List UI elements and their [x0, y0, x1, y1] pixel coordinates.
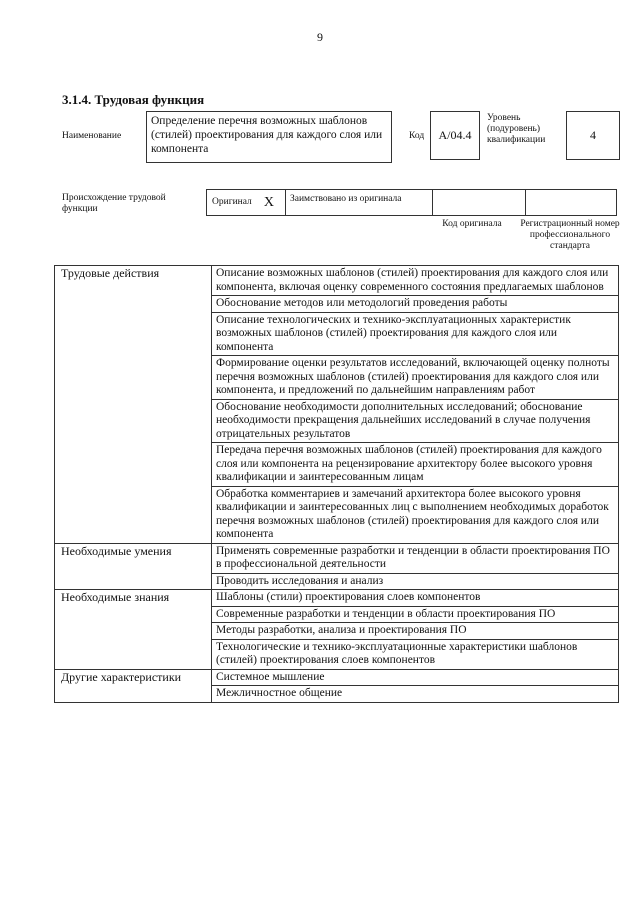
code-field: A/04.4 [430, 111, 480, 160]
code-label: Код [409, 131, 425, 141]
code-original-caption: Код оригинала [442, 219, 502, 229]
category-cell: Необходимые умения [55, 543, 212, 590]
code-original-cell [432, 189, 526, 216]
original-cell [206, 189, 286, 216]
function-name-field: Определение перечня возможных шаблонов (стилей) проектирования для каждого слоя или компонента [146, 111, 392, 163]
item-cell: Обоснование необходимости дополнительных исследований; обоснование необходимости прекращения дальнейших исследований в случае получения отрицательных результатов [212, 399, 619, 443]
table-row [55, 669, 619, 686]
item-cell: Технологические и технико-эксплуатационные характеристики шаблонов (стилей) проектирования слоев компонентов [212, 639, 619, 669]
item-cell: Проводить исследования и анализ [212, 573, 619, 590]
item-cell: Описание технологических и технико-эксплуатационных характеристик возможных шаблонов (стилей) проектирования для каждого слоя или компонента [212, 312, 619, 356]
origin-label: Происхождение трудовой функции [62, 193, 166, 214]
page-number: 9 [317, 30, 323, 44]
borrowed-cell: Заимствовано из оригинала [285, 189, 433, 216]
item-cell: Применять современные разработки и тенденции в области проектирования ПО в профессиональной деятельности [212, 543, 619, 573]
table-row [55, 543, 619, 573]
category-cell: Необходимые знания [55, 590, 212, 670]
category-cell: Другие характеристики [55, 669, 212, 702]
reg-number-cell [525, 189, 617, 216]
item-cell: Формирование оценки результатов исследований, включающей оценку полноты перечня возможных шаблонов (стилей) проектирования для каждого слоя или компонента, и предложений по дальнейшим направлениям работ [212, 356, 619, 400]
item-cell: Системное мышление [212, 669, 619, 686]
name-label: Наименование [62, 131, 122, 141]
table-row [55, 590, 619, 607]
item-cell: Методы разработки, анализа и проектирования ПО [212, 623, 619, 640]
section-title: 3.1.4. Трудовая функция [62, 92, 205, 107]
item-cell: Шаблоны (стили) проектирования слоев компонентов [212, 590, 619, 607]
item-cell: Межличностное общение [212, 686, 619, 703]
qualification-level-label: Уровень (подуровень) квалификации [487, 113, 546, 145]
item-cell: Обоснование методов или методологий проведения работы [212, 296, 619, 313]
item-cell: Обработка комментариев и замечаний архитектора более высокого уровня квалификации и заинтересованных лиц с выполнением необходимых доработок перечня возможных шаблонов (стилей) проектирования для каждого слоя или компонента [212, 486, 619, 543]
qualification-level-field: 4 [566, 111, 620, 160]
origin-row [206, 189, 618, 216]
original-mark: X [263, 195, 274, 210]
item-cell: Описание возможных шаблонов (стилей) проектирования для каждого слоя или компонента, включая оценку современного состояния предлагаемых шаблонов [212, 266, 619, 296]
table-row [55, 266, 619, 296]
item-cell: Передача перечня возможных шаблонов (стилей) проектирования для каждого слоя или компонента на рецензирование архитектору более высокого уровня квалификации и заинтересованным лицам [212, 443, 619, 487]
original-label: Оригинал [212, 197, 252, 207]
category-cell: Трудовые действия [55, 266, 212, 544]
reg-number-caption: Регистрационный номер профессионального стандарта [520, 219, 620, 251]
item-cell: Современные разработки и тенденции в области проектирования ПО [212, 606, 619, 623]
function-details-table [54, 265, 619, 703]
